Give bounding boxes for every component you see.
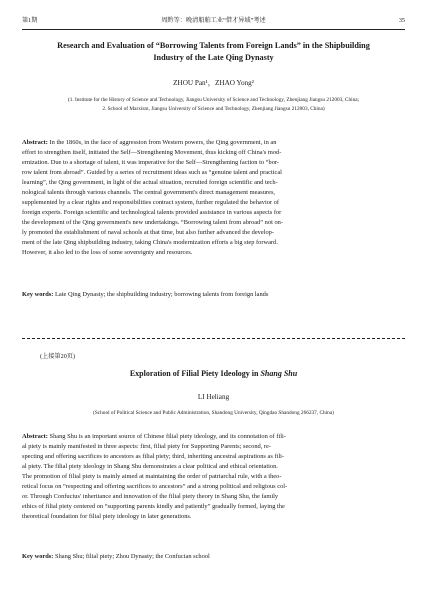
running-title: 周黔等：晚清船舶工业“借才异域”考述 — [161, 17, 266, 24]
abstract-line: Abstract: Shang Shu is an important source of Chinese filial piety ideology, and its connotation of fili- — [22, 433, 286, 440]
abstract-line: The promotion of filial piety is mainly aimed at maintaining the order of patriarchal rule, with a theo- — [22, 473, 282, 480]
keywords-text: Late Qing Dynasty; the shipbuilding industry; borrowing talents from foreign lands — [53, 291, 269, 298]
abstract-line: al piety. The filial piety ideology in Shang Shu demonstrates a clear political and ethical orientation. — [22, 463, 278, 470]
article2-affiliation: (School of Political Science and Public Administration, Shandong University, Qingdao Shandong 266237, China) — [93, 410, 334, 416]
abstract-line: al piety is mainly manifested in three aspects: first, filial piety for Supporting Parents; second, re- — [22, 443, 271, 450]
page-number: 35 — [398, 17, 405, 24]
article-separator — [22, 338, 405, 341]
article1-abstract — [22, 138, 405, 258]
article1-keywords — [22, 290, 405, 300]
article1-title — [30, 40, 397, 64]
abstract-line: However, it also led to the loss of some sovereignty and resources. — [22, 249, 193, 256]
abstract-line: foreign experts. Foreign scientific and technological talents provided assistance in various aspects for — [22, 209, 282, 216]
keywords-label: Key words: — [22, 553, 54, 560]
abstract-line: ethics of filial piety centered on “supporting parents kindly and patiently” gradually formed, laying the — [22, 503, 285, 510]
article2-author: LI Heliang — [197, 393, 230, 401]
abstract-line: supplemented by a clear rights and responsibilities contract system, further regulated the behavior of — [22, 199, 279, 206]
issue-number: 第1期 — [22, 17, 38, 24]
header-rule — [22, 29, 405, 30]
abstract-line: nological talents through various channels. The central government's direct management measures, — [22, 189, 276, 196]
abstract-label: Abstract: — [22, 433, 48, 440]
abstract-label: Abstract: — [22, 139, 48, 146]
abstract-line: row talent from abroad”. Guided by a series of recruitment ideas such as “genuine talent and practical — [22, 169, 282, 176]
article1-authors: ZHOU Pan¹，ZHAO Yong² — [173, 79, 254, 87]
article2-keywords — [22, 552, 405, 562]
article1-title-line1: Research and Evaluation of “Borrowing Talents from Foreign Lands” in the Shipbuilding — [57, 41, 370, 50]
keywords-text: Shang Shu; filial piety; Zhou Dynasty; the Confucian school — [53, 553, 210, 560]
abstract-line: or. Through Confucius' inheritance and innovation of the filial piety theory in Shang Shu, the family — [22, 493, 279, 500]
abstract-line: ly promoted the establishment of naval schools at that time, but also further advanced the develop- — [22, 229, 275, 236]
running-header — [22, 14, 405, 28]
article2-title: Exploration of Filial Piety Ideology in Shang Shu — [129, 369, 298, 378]
abstract-line: ernization. Due to a shortage of talent, it was imperative for the Self—Strengthening faction to “bor- — [22, 159, 280, 166]
continuation-note: (上接第20页) — [40, 353, 76, 360]
abstract-line: retical focus on “respecting and offering sacrifices to ancestors” and a strong political and religious col- — [22, 483, 288, 490]
abstract-line: the development of the Qing government's new undertakings. “Borrowing talent from abroad” not on- — [22, 219, 283, 226]
keywords-label: Key words: — [22, 291, 54, 298]
article1-affiliation — [22, 96, 405, 114]
abstract-line: ment of the late Qing shipbuilding industry, taking China's modernization efforts a big step forward. — [22, 239, 278, 246]
article1-title-line2: Industry of the Late Qing Dynasty — [153, 53, 274, 62]
article1-affiliation-line1: (1. Institute for the History of Science and Technology, Jiangsu University of Science and Technology, Zhenjiang Jiangsu 212003, China; — [67, 97, 360, 103]
abstract-line: theoretical foundation for filial piety ideology in later generations. — [22, 513, 192, 520]
abstract-line: specting and offering sacrifices to ancestors as filial piety; third, inheriting ancestral aspirations as fili- — [22, 453, 284, 460]
article2-abstract — [22, 432, 405, 522]
abstract-line: learning”, the Qing government, in light of the actual situation, recruited foreign scientific and tech- — [22, 179, 278, 186]
abstract-line: Abstract: In the 1860s, in the face of aggression from Western powers, the Qing government, in an — [22, 139, 277, 146]
article2-title-italic: Shang Shu — [260, 369, 298, 378]
article1-affiliation-line2: 2. School of Marxism, Jiangsu University of Science and Technology, Zhenjiang Jiangsu 212003, China) — [102, 106, 325, 112]
abstract-line: effort to strengthen itself, initiated the Self—Strengthening Movement, thus kicking off China's mod- — [22, 149, 282, 156]
